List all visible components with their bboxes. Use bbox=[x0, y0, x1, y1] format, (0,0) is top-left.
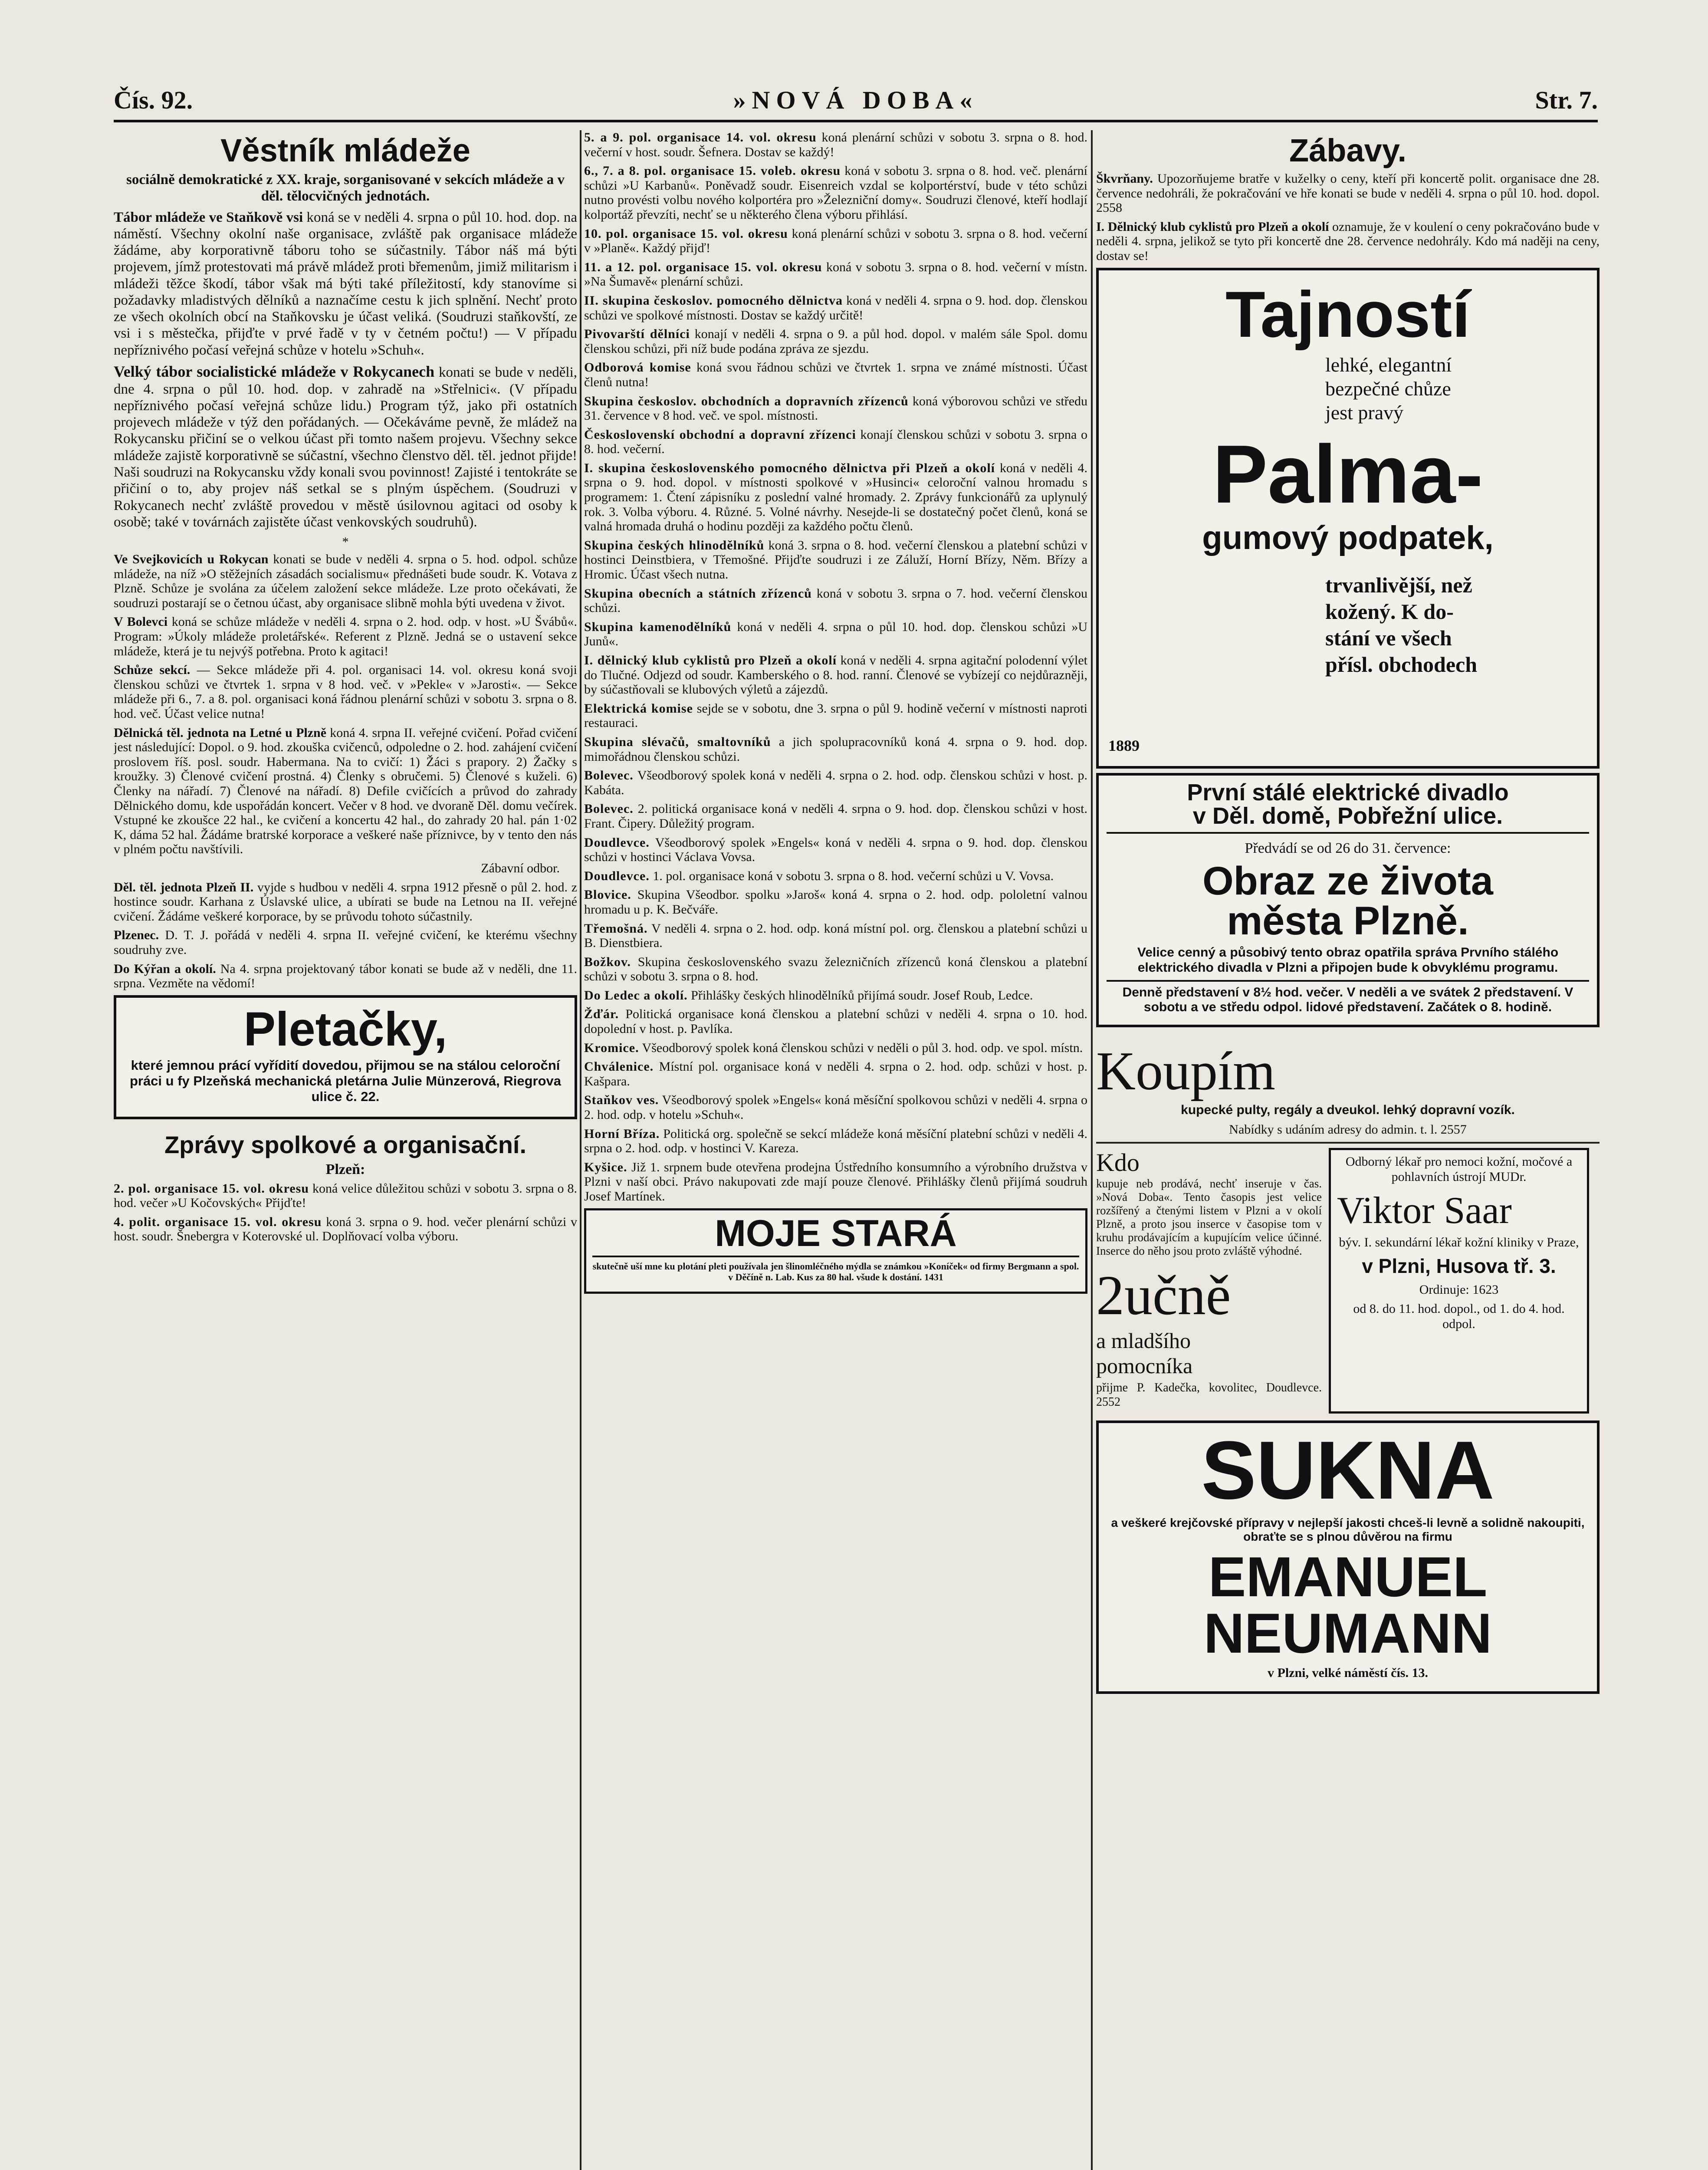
notice-item bbox=[584, 735, 1087, 764]
ad-name: Viktor Saar bbox=[1337, 1190, 1512, 1232]
notice-lead: Skupina českých hlinodělníků bbox=[584, 538, 765, 552]
notice-item bbox=[584, 538, 1087, 582]
notice-item bbox=[584, 293, 1087, 322]
notice-lead: Kromice. bbox=[584, 1040, 639, 1055]
notice-text: Přihlášky českých hlinodělníků přijímá soudr. Josef Roub, Ledce. bbox=[691, 988, 1033, 1003]
column-2 bbox=[584, 130, 1087, 2170]
notice-lead: Odborová komise bbox=[584, 360, 691, 375]
notice-text: sejde se v sobotu, dne 3. srpna o půl 9. hodině večerní v místnosti naproti restauraci. bbox=[584, 701, 1087, 730]
ad-title: Pletačky, bbox=[243, 1002, 447, 1056]
notice-lead: Kyšice. bbox=[584, 1160, 627, 1174]
notice-item bbox=[584, 835, 1087, 865]
article: Tábor mládeže ve Staňkově vsi koná se v neděli 4. srpna o půl 10. hod. dop. na náměstí. Všechny okolní naše organisace, zvláště pak organisace mládeže žádáme, aby korporativně táboru toho se súčastnily. Tábor náš má býti projevem, jímž protestovati má právě mládež proti břemenům, jimiž militarism i mládeži těžce škodí, tábor však má býti také příležitostí, kdy stanovíme si požadavky mladistvých dělníků a naznačíme cestu k jich splnění. Nechť proto ze všech okolních obcí na Staňkovsku je účast veliká. (Soudruzi staňkovští, ze vsi i s městečka, přijďte v prvé řadě v ty v četném počtu!) — V případu nepříznivého počasí veřejná schůze v hotelu »Schuh«. bbox=[114, 209, 577, 358]
article: Děl. těl. jednota Plzeň II. vyjde s hudbou v neděli 4. srpna 1912 přesně o půl 2. hod. z hostince soudr. Karhana z Úslavské ulice, a ubírati se bude na Letnou na II. veřejné cvičení. Žádáme veškeré korporace, by se průvodu tohoto súčastnily. bbox=[114, 880, 577, 924]
ad-line: jest pravý bbox=[1325, 401, 1404, 424]
notice-text: Politická organisace koná členskou a platební schůzi v neděli 4. srpna o 10. hod. dopolední v host. p. Pavlíka. bbox=[584, 1007, 1087, 1036]
notice-lead: Horní Bříza. bbox=[584, 1126, 660, 1141]
issue-number: Čís. 92. bbox=[114, 86, 193, 114]
notice-lead: 11. a 12. pol. organisace 15. vol. okresu bbox=[584, 260, 822, 274]
ad-subtitle: gumový podpatek, bbox=[1202, 519, 1494, 557]
notice-lead: Skupina českoslov. obchodních a dopravních zřízenců bbox=[584, 394, 909, 408]
notice-lead: Bolevec. bbox=[584, 802, 634, 816]
ad-address: v Plzni, velké náměstí čís. 13. bbox=[1268, 1665, 1428, 1680]
notice-lead: Staňkov ves. bbox=[584, 1093, 659, 1108]
article: 2. pol. organisace 15. vol. okresu koná velice důležitou schůzi v sobotu 3. srpna o 8. hod. večer »U Kočovských« Přijďte! bbox=[114, 1181, 577, 1210]
notice-item bbox=[584, 768, 1087, 797]
ad-line: stání ve všech bbox=[1325, 626, 1452, 651]
notice-lead: Žďár. bbox=[584, 1007, 619, 1022]
ad-line: kožený. K do- bbox=[1325, 599, 1454, 624]
ad-text: býv. I. sekundární lékař kožní kliniky v Praze, bbox=[1339, 1235, 1579, 1250]
ad-line: v Děl. domě, Pobřežní ulice. bbox=[1107, 804, 1589, 834]
notice-text: 2. politická organisace koná v neděli 4. srpna o 9. hod. dop. členskou schůzi v host. Frant. Čipery. Důležitý program. bbox=[584, 802, 1087, 831]
ad-title: Kdo bbox=[1096, 1148, 1140, 1177]
ad-big-line: Obraz ze života bbox=[1202, 859, 1493, 903]
notice-item bbox=[584, 653, 1087, 697]
article: Ve Svejkovicích u Rokycan konati se bude v neděli 4. srpna o 5. hod. odpol. schůze mládeže, na níž »O stěžejních zásadách socialismu« přednášeti bude soudr. K. Votava z Plzně. Schůze je svolána za účelem založení sekce mládeže. Lze proto očekávati, že soudruzi postarají se o četnou účast, aby organisace slibně mohla býti uvedena v život. bbox=[114, 552, 577, 610]
notice-text: Všeodborový spolek koná členskou schůzi v neděli o půl 3. hod. odp. ve spol. místn. bbox=[642, 1040, 1083, 1055]
notice-lead: Chválenice. bbox=[584, 1059, 654, 1074]
article: Velký tábor socialistické mládeže v Rokycanech konati se bude v neděli, dne 4. srpna o půl 10. hod. dop. v zahradě na »Střelnici«. (V případu nepříznivého počasí veřejná schůze lidu.) Program týž, jako při ostatních projevech mládeže v týž den pořádaných. — Očekáváme pevně, že mládež na Rokycansku přičiní se o velkou účast při tomto našem projevu. Všechny sekce mládeže zajistě korporativně se súčastní, všechno členstvo děl. těl. jednot přijde! Naši soudruzi na Rokycansku vždy konali svou povinnost! Zajisté i tentokráte se přičiní o to, aby projev náš setkal se s plným úspěchem. (Soudruzi v Rokycanech nechť zvláště provedou v městě úsilovnou agitaci od osoby k osobě; také v továrnách zajistěte účast venkovských soudruhů). bbox=[114, 362, 577, 530]
notice-lead: Třemošná. bbox=[584, 921, 648, 936]
notice-text: 1. pol. organisace koná v sobotu 3. srpna o 8. hod. večerní schůzi u V. Vovsa. bbox=[653, 868, 1054, 883]
notice-item bbox=[584, 955, 1087, 984]
signature: Zábavní odbor. bbox=[481, 861, 560, 875]
section-subtitle: sociálně demokratické z XX. kraje, sorganisované v sekcích mládeže a v děl. tělocvičných jednotách. bbox=[126, 172, 565, 204]
section-title-zabavy: Zábavy. bbox=[1289, 132, 1407, 168]
notice-item bbox=[584, 888, 1087, 917]
notice-text: Skupina Všeodbor. spolku »Jaroš« koná 4. srpna o 2. hod. odp. pololetní valnou hromadu u p. K. Bečváře. bbox=[584, 888, 1087, 917]
page-header bbox=[114, 87, 1598, 122]
ad-line: bezpečné chůze bbox=[1325, 377, 1451, 400]
notice-text: koná výborovou schůzi ve středu 31. července v 8 hod. več. ve spol. místnosti. bbox=[584, 394, 1087, 423]
notice-lead: Doudlevce. bbox=[584, 835, 650, 850]
notice-lead: Pivovarští dělníci bbox=[584, 327, 690, 342]
column-3 bbox=[1096, 130, 1600, 2170]
article: V Bolevci koná se schůze mládeže v neděli 4. srpna o 2. hod. odp. v host. »U Švábů«. Program: »Úkoly mládeže proletářské«. Referent z Plzně. Jedná se o ustavení sekce mládeže, která je tu nejvýš potřebna. Proto k agitaci! bbox=[114, 615, 577, 658]
ad-line: Předvádí se od 26 do 31. července: bbox=[1245, 840, 1451, 856]
ad-text: kupuje neb prodává, nechť inseruje v čas. »Nová Doba«. Tento časopis jest velice rozšířený a čtenými listem v Plzni a v okolí Plzně, a proto jsou inserce v časopise tom v kruhu prodávajícím a kupujícím velice účinné. Inserce do něho jsou proto zvláště výhodné. bbox=[1096, 1177, 1322, 1258]
notice-item bbox=[584, 1127, 1087, 1156]
ad-big-word: Palma- bbox=[1212, 428, 1483, 521]
notice-text: Místní pol. organisace koná v neděli 4. srpna o 2. hod. odp. schůzi v host. p. Kašpara. bbox=[584, 1059, 1087, 1088]
ad-line: První stálé elektrické divadlo bbox=[1187, 779, 1509, 806]
notice-text: Všeodborový spolek »Engels« koná v neděli 4. srpna o 9. hod. dop. členskou schůzi v hostinci Václava Vovsa. bbox=[584, 835, 1087, 865]
ad-text: které jemnou prácí vyřídití dovedou, přijmou se na stálou celoroční práci u fy Plzeňská mechanická pletárna Julie Münzerová, Riegrova ulice č. 22. bbox=[129, 1057, 562, 1104]
ad-text: přijme P. Kadečka, kovolitec, Doudlevce. 2552 bbox=[1096, 1381, 1322, 1409]
column-rule-2 bbox=[1091, 130, 1093, 2170]
article: Do Kýřan a okolí. Na 4. srpna projektovaný tábor konati se bude až v neděli, dne 11. srpna. Vezměte na vědomí! bbox=[114, 961, 577, 991]
page-number: Str. 7. bbox=[1535, 86, 1598, 114]
notice-text: Již 1. srpnem bude otevřena prodejna Ústředního konsumního a výrobního družstva v Plzni v naší obci. Právo nakupovati zde mají pouze členové. Přihlášky členů přijímá soudruh Josef Martínek. bbox=[584, 1160, 1087, 1203]
notice-item bbox=[584, 1007, 1087, 1036]
notice-text: Skupina československého svazu železničních zřízenců koná členskou a platební schůzi v sobotu 3. srpna o 8. hod. bbox=[584, 954, 1087, 984]
ad-moje-stara bbox=[584, 1208, 1087, 1294]
notice-item bbox=[584, 164, 1087, 222]
ad-line: a mladšího bbox=[1096, 1328, 1191, 1353]
notice-item bbox=[584, 1093, 1087, 1122]
section-title-vestnik: Věstník mládeže bbox=[220, 132, 470, 168]
notice-text: a jich spolupracovníků koná 4. srpna o 9. hod. dop. mimořádnou členskou schůzi. bbox=[584, 734, 1087, 764]
ad-line: trvanlivější, než bbox=[1325, 573, 1472, 598]
notice-lead: 5. a 9. pol. organisace 14. vol. okresu bbox=[584, 130, 817, 145]
notice-text: koná plenární schůzi v sobotu 3. srpna o 8. hod. večerní v host. soudr. Šefnera. Dostav se každý! bbox=[584, 130, 1087, 159]
ad-divadlo bbox=[1096, 773, 1600, 1028]
notice-item bbox=[584, 1160, 1087, 1204]
notice-text: Politická org. společně se sekcí mládeže koná měsíční platební schůzi v neděli 4. srpna o 2. hod. odp. v hostinci V. Kareza. bbox=[584, 1126, 1087, 1156]
ad-row bbox=[1096, 1148, 1600, 1414]
notice-item bbox=[584, 461, 1087, 534]
notice-item bbox=[584, 869, 1087, 884]
notice-item bbox=[584, 586, 1087, 615]
notice-text: koná v neděli 4. srpna o 9. hod. dop. členskou schůzi ve spolkové místnosti. Dostav se každý určitě! bbox=[584, 293, 1087, 322]
notice-lead: 10. pol. organisace 15. vol. okresu bbox=[584, 226, 788, 241]
notice-item bbox=[584, 921, 1087, 950]
ad-lekar bbox=[1329, 1148, 1589, 1414]
notice-item bbox=[584, 227, 1087, 256]
place-heading: Plzeň: bbox=[325, 1161, 365, 1177]
notice-lead: Skupina obecních a státních zřízenců bbox=[584, 586, 812, 601]
notice-item bbox=[584, 988, 1087, 1003]
ad-koupim-text: kupecké pulty, regály a dveukol. lehký dopravní vozík. bbox=[1181, 1103, 1515, 1118]
ad-big-word: 2učně bbox=[1096, 1264, 1231, 1327]
ad-address: v Plzni, Husova tř. 3. bbox=[1362, 1255, 1556, 1278]
article: Plzenec. D. T. J. pořádá v neděli 4. srpna II. veřejné cvičení, ke kterému všechny soudruhy zve. bbox=[114, 928, 577, 957]
notice-text: konají v neděli 4. srpna o 9. a půl hod. dopol. v malém sále Spol. domu členskou schůzi, při níž bude podána zpráva ze sjezdu. bbox=[584, 327, 1087, 356]
notice-text: koná v sobotu 3. srpna o 7. hod. večerní členskou schůzi. bbox=[584, 586, 1087, 615]
newspaper-title: »NOVÁ DOBA« bbox=[733, 86, 979, 114]
notice-lead: I. skupina československého pomocného dělnictva při Plzeň a okolí bbox=[584, 460, 995, 475]
notice-text: koná plenární schůzi v sobotu 3. srpna o 8. hod. večerní v »Planě«. Každý přijď! bbox=[584, 226, 1087, 256]
article: Škvrňany. Upozorňujeme bratře v kuželky o ceny, kteří při koncertě polit. organisace dne 28. července nedohráli, že pokračování ve hře konati se bude v neděli 4. srpna o půl 10. hod. dopol. 2558 bbox=[1096, 171, 1600, 215]
notice-lead: Skupina slévačů, smaltovníků bbox=[584, 734, 771, 749]
notice-text: koná v neděli 4. srpna o 9. hod. dopol. v místnosti spolkové v »Husinci« celoroční valnou hromadu s programem: 1. Čtení zápisníku z poslední valné hromady. 2. Zprávy funkcionářů za uplynulý rok. 3. Volba výboru. 4. Různé. 5. Volné návrhy. Nesejde-li se dostatečný počet členů, koná se valná hromada druhá o hodinu později za každého počtu členů. bbox=[584, 460, 1087, 534]
notice-lead: Skupina kamenodělníků bbox=[584, 619, 732, 634]
notice-item bbox=[584, 701, 1087, 730]
ad-line: lehké, elegantní bbox=[1325, 353, 1452, 376]
section-title-zpravy: Zprávy spolkové a organisační. bbox=[164, 1131, 527, 1158]
notice-text: Všeodborový spolek koná v neděli 4. srpna o 2. hod. odp. členskou schůzi v host. p. Kabáta. bbox=[584, 768, 1087, 797]
column-1: Věstník mládeže sociálně demokratické z XX. kraje, sorganisované v sekcích mládeže a v děl. tělocvičných jednotách. Tábor mládeže ve Staňkově vsi koná se v neděli 4. srpna o půl 10. hod. dop. na náměstí. Všechny okolní naše organisace, zvláště pak organisace mládeže žádáme, aby korporativně táboru toho se súčastnily. Tábor náš má býti projevem, jímž protestovati má právě mládež proti břemenům, jimiž militarism i mládeži těžce škodí, tábor však má býti také příležitostí, kdy stanovíme si požadavky mladistvých dělníků a naznačíme cestu k jich splnění. Nechť proto ze všech okolních obcí na Staňkovsku je účast veliká. (Soudruzi staňkovští, ze vsi i s městečka, přijďte v prvé řadě v ty v četném počtu!) — V případu nepříznivého počasí veřejná schůze v hotelu »Schuh«. Velký tábor socialistické mládeže v Rokycanech konati se bude v neděli, dne 4. srpna o půl 10. hod. dop. v zahradě na »Střelnici«. (V případu nepříznivého počasí veřejná schůze lidu.) Program týž, jako při ostatních projevech mládeže v týž den pořádaných. — Očekáváme pevně, že mládež na Rokycansku přičiní se o velkou účast při tomto našem projevu. Všechny sekce mládeže zajistě korporativně se súčastní, všechno členstvo děl. těl. jednot přijde! Naši soudruzi na Rokycansku vždy konali svou povinnost! Zajisté i tentokráte se přičiní o to, aby projev náš setkal se s plným úspěchem. (Soudruzi v Rokycanech nechť zvláště provedou v městě úsilovnou agitaci od osoby k osobě; také v továrnách zajistěte účast venkovských soudruhů). * Ve Svejkovicích u Rokycan konati se bude v neděli 4. srpna o 5. hod. odpol. schůze mládeže, na níž »O stěžejních zásadách socialismu« přednášeti bude soudr. K. Votava z Plzně. Schůze je svolána za účelem založení sekce mládeže. Lze proto očekávati, že soudruzi postarají se o četnou účast, aby organisace slibně mohla býti uvedena v život. V Bolevci koná se schůze mládeže v neděli 4. srpna o 2. hod. odp. v host. »U Švábů«. Program: »Úkoly mládeže proletářské«. Referent z Plzně. Jedná se o ustavení sekce mládeže, která je tu nejvýš potřebna. Proto k agitaci! Schůze sekcí. — Sekce mládeže při 4. pol. organisaci 14. vol. okresu koná svoji členskou schůzi ve čtvrtek 1. srpna v 8 hod. več. v »Pekle« v »Jarosti«. — Sekce mládeže při 6., 7. a 8. pol. organisaci koná řádnou plenární schůzi v sobotu 3. srpna o 8. hod. več. Účast velice nutna! Dělnická těl. jednota na Letné u Plzně koná 4. srpna II. veřejné cvičení. Pořad cvičení jest následující: Dopol. o 9. hod. zkouška cvičenců, odpoledne o 2. hod. zahájení cvičení proslovem říš. posl. soudr. Habermana. Na to cvičí: 1) Žáci s prapory. 2) Žačky s kroužky. 3) Členové cvičení prostná. 4) Členky s obručemi. 5) Členové s kuželi. 6) Členky na nářadí. 7) Členové na nářadí. 8) Defile cvičících a průvod do zahrady Dělnického domu, kde uspořádán koncert. Večer v 8 hod. ve dvoraně Děl. domu večírek. Vstupné ke zkoušce 22 hal., ke cvičení a koncertu 42 hal., do zahrady 20 hal. pán 1·02 K, dáma 52 hal. Žádáme bratrské korporace a veškeré naše příznivce, by v tento den nás v plném počtu navštívili. Zábavní odbor. Děl. těl. jednota Plzeň II. vyjde s hudbou v neděli 4. srpna 1912 přesně o půl 2. hod. z hostince soudr. Karhana z Úslavské ulice, a ubírati se bude na Letnou na II. veřejné cvičení. Žádáme veškeré korporace, by se průvodu tohoto súčastnily. Plzenec. D. T. J. pořádá v neděli 4. srpna II. veřejné cvičení, ke kterému všechny soudruhy zve. Do Kýřan a okolí. Na 4. srpna projektovaný tábor konati se bude až v neděli, dne 11. srpna. Vezměte na vědomí! Pletačky, které jemnou prácí vyřídití dovedou, přijmou se na stálou celoroční práci u fy Plzeňská mechanická pletárna Julie Münzerová, Riegrova ulice č. 22. Zprávy spolkové a organisační. Plzeň: 2. pol. organisace 15. vol. okresu koná velice důležitou schůzi v sobotu 3. srpna o 8. hod. večer »U Kočovských« Přijďte! 4. polit. organisace 15. vol. okresu koná 3. srpna o 9. hod. večer plenární schůzi v host. soudr. Šnebergra v Koterovské ul. Doplňovací volba výboru. bbox=[114, 132, 577, 1244]
notice-text: koná v neděli 4. srpna o půl 10. hod. dop. členskou schůzi »U Junů«. bbox=[584, 619, 1087, 649]
ad-text: od 8. do 11. hod. dopol., od 1. do 4. hod. odpol. bbox=[1353, 1302, 1565, 1332]
ad-sukna bbox=[1096, 1420, 1600, 1694]
notice-item bbox=[584, 802, 1087, 831]
notice-item bbox=[584, 1041, 1087, 1055]
ad-palma bbox=[1096, 268, 1600, 769]
notice-lead: I. dělnický klub cyklistů pro Plzeň a okolí bbox=[584, 653, 837, 667]
notice-text: Všeodborový spolek »Engels« koná měsíční spolkovou schůzi v neděli 4. srpna o 2. hod. odp. v hotelu »Schuh«. bbox=[584, 1093, 1087, 1122]
notice-lead: Do Ledec a okolí. bbox=[584, 988, 688, 1003]
article: I. Dělnický klub cyklistů pro Plzeň a okolí oznamuje, že v koulení o ceny pokračováno bude v neděli 4. srpna, jelikož se tyto při koncertě dne 28. července nedohrály. Kdo má naději na ceny, dostav se! bbox=[1096, 219, 1600, 263]
notice-text: koná v neděli 4. srpna agitační polodenní výlet do Tlučné. Odjezd od soudr. Kamberského o 8. hod. ranní. Členové se vybízejí co nejdůrazněji, by súčastňovali se klubových výletů a zájezdů. bbox=[584, 653, 1087, 697]
notice-text: koná svou řádnou schůzi ve čtvrtek 1. srpna ve známé místnosti. Účast členů nutna! bbox=[584, 360, 1087, 389]
notice-lead: Božkov. bbox=[584, 954, 631, 969]
notice-lead: Doudlevce. bbox=[584, 868, 650, 883]
article: Dělnická těl. jednota na Letné u Plzně koná 4. srpna II. veřejné cvičení. Pořad cvičení jest následující: Dopol. o 9. hod. zkouška cvičenců, odpoledne o 2. hod. zahájení cvičení proslovem říš. posl. soudr. Habermana. Na to cvičí: 1) Žáci s prapory. 2) Žačky s kroužky. 3) Členové cvičení prostná. 4) Členky s obručemi. 5) Členové s kuželi. 6) Členky na nářadí. 7) Členové na nářadí. 8) Defile cvičících a průvod do zahrady Dělnického domu, kde uspořádán koncert. Večer v 8 hod. ve dvoraně Děl. domu večírek. Vstupné ke zkoušce 22 hal., ke cvičení a koncertu 42 hal., do zahrady 20 hal. pán 1·02 K, dáma 52 hal. Žádáme bratrské korporace a veškeré naše příznivce, by v tento den nás v plném počtu navštívili. bbox=[114, 725, 577, 857]
notice-lead: 6., 7. a 8. pol. organisace 15. voleb. okresu bbox=[584, 164, 841, 178]
ad-code: 1889 bbox=[1108, 736, 1140, 754]
notice-item bbox=[584, 1059, 1087, 1088]
ad-title: MOJE STARÁ bbox=[592, 1215, 1079, 1257]
notice-lead: Československí obchodní a dopravní zřízenci bbox=[584, 427, 856, 442]
notice-text: konají členskou schůzi v sobotu 3. srpna o 8. hod. večerní. bbox=[584, 427, 1087, 457]
notice-text: koná v sobotu 3. srpna o 8. hod. več. plenární schůzi »U Karbanů«. Poněvadž soudr. Eisenreich vzdal se kolportérství, bude v této schůzi nutno provésti volbu nového kolportéra pro »Železniční domy«. Soudruzi členové, kteří hodlají kolportáž převzíti, nechť se u některého člena výboru přihlásí. bbox=[584, 164, 1087, 222]
ad-title: Tajností bbox=[1225, 277, 1470, 351]
ad-big-word: SUKNA bbox=[1201, 1424, 1494, 1516]
ad-big-line: města Plzně. bbox=[1227, 899, 1469, 943]
notice-lead: II. skupina českoslov. pomocného dělnictva bbox=[584, 293, 843, 308]
notices-list bbox=[584, 130, 1087, 1204]
notice-item bbox=[584, 327, 1087, 356]
ad-line: pomocníka bbox=[1096, 1354, 1193, 1378]
ad-koupim-contact: Nabídky s udáním adresy do admin. t. l. 2557 bbox=[1229, 1122, 1467, 1137]
article: Schůze sekcí. — Sekce mládeže při 4. pol. organisaci 14. vol. okresu koná svoji členskou schůzi ve čtvrtek 1. srpna v 8 hod. več. v »Pekle« v »Jarosti«. — Sekce mládeže při 6., 7. a 8. pol. organisaci koná řádnou plenární schůzi v sobotu 3. srpna o 8. hod. več. Účast velice nutna! bbox=[114, 663, 577, 721]
notice-item bbox=[584, 130, 1087, 159]
article: 4. polit. organisace 15. vol. okresu koná 3. srpna o 9. hod. večer plenární schůzi v host. soudr. Šnebergra v Koterovské ul. Doplňovací volba výboru. bbox=[114, 1214, 577, 1244]
column-rule-1 bbox=[580, 130, 581, 2170]
ad-name: EMANUEL bbox=[1208, 1545, 1488, 1608]
ad-text: Odborný lékař pro nemoci kožní, močové a pohlavních ústrojí MUDr. bbox=[1345, 1154, 1573, 1184]
notice-lead: Blovice. bbox=[584, 888, 631, 902]
notice-item bbox=[584, 427, 1087, 457]
notice-text: koná 3. srpna o 8. hod. večerní členskou a platební schůzi v hostinci Deinstbiera, v Třemošné. Přijďte soudruzi i ze Záluží, Horní Břízy, Něm. Břízy a Hromic. Účast všech nutna. bbox=[584, 538, 1087, 582]
notice-lead: Elektrická komise bbox=[584, 701, 693, 716]
ad-text: Denně představení v 8½ hod. večer. V neděli a ve svátek 2 představení. V sobotu a ve středu odpol. lidové představení. Začátek o 8. hodině. bbox=[1107, 980, 1589, 1016]
notice-item bbox=[584, 394, 1087, 423]
notice-text: koná v sobotu 3. srpna o 8. hod. večerní v místn. »Na Šumavě« plenární schůzi. bbox=[584, 260, 1087, 289]
ad-text: Ordinuje: 1623 bbox=[1419, 1282, 1499, 1297]
ad-text: skutečně uší mne ku plotání pleti používala jen šlinomléčného mýdla se známkou »Koníček« od firmy Bergmann a spol. v Děčíně n. Lab. Kus za 80 hal. všude k dostání. 1431 bbox=[592, 1260, 1079, 1283]
ad-pletacky bbox=[114, 995, 577, 1119]
ad-text: Velice cenný a působivý tento obraz opatřila správa Prvního stálého elektrického divadla v Plzni a připojen bude k obvyklému programu. bbox=[1137, 945, 1559, 975]
ad-line: přísl. obchodech bbox=[1325, 652, 1478, 677]
ad-koupim-title: Koupím bbox=[1096, 1041, 1276, 1102]
ad-text: a veškeré krejčovské přípravy v nejlepší jakosti chceš-li levně a solidně nakoupiti, obraťte se s plnou důvěrou na firmu bbox=[1111, 1516, 1585, 1544]
ad-name: NEUMANN bbox=[1203, 1601, 1492, 1665]
notice-item bbox=[584, 360, 1087, 389]
notice-item bbox=[584, 620, 1087, 649]
ad-kdo bbox=[1096, 1148, 1322, 1414]
notice-item bbox=[584, 260, 1087, 289]
notice-text: V neděli 4. srpna o 2. hod. odp. koná místní pol. org. členskou a platební schůzi u B. Dienstbiera. bbox=[584, 921, 1087, 950]
notice-lead: Bolevec. bbox=[584, 768, 634, 783]
